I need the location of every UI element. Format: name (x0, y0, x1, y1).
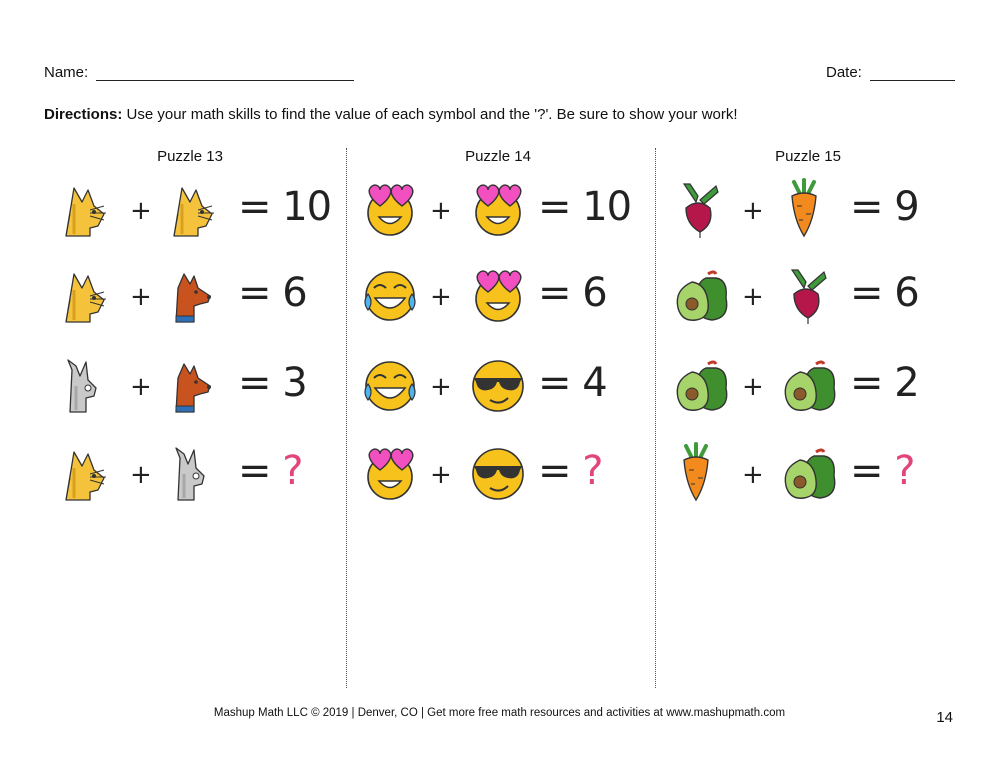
name-label: Name: (44, 64, 89, 81)
avocado-icon (780, 444, 840, 504)
plus-operator: + (742, 196, 764, 226)
plus-operator: + (130, 282, 152, 312)
date-label: Date: (826, 64, 862, 81)
laughing-tears-emoji-icon (360, 266, 420, 326)
beet-icon (672, 180, 732, 240)
divider-right (655, 148, 656, 688)
dog-icon (168, 356, 228, 416)
plus-operator: + (430, 372, 452, 402)
plus-operator: + (430, 196, 452, 226)
heart-eyes-emoji-icon (360, 444, 420, 504)
equation-unknown (850, 448, 914, 494)
cat-icon (60, 266, 120, 326)
cat-icon (60, 180, 120, 240)
equation-result: = 6 (538, 270, 607, 316)
laughing-tears-emoji-icon (360, 356, 420, 416)
equation-unknown (238, 448, 302, 494)
plus-operator: + (742, 282, 764, 312)
equation-result: = 10 (238, 184, 332, 230)
directions-label: Directions: (44, 106, 123, 123)
heart-eyes-emoji-icon (468, 180, 528, 240)
equals-sign: = (850, 448, 895, 494)
equation-result: = 9 (850, 184, 919, 230)
sunglasses-emoji-icon (468, 444, 528, 504)
cat-icon (60, 444, 120, 504)
name-field (44, 64, 354, 81)
date-field (826, 64, 955, 81)
heart-eyes-emoji-icon (468, 266, 528, 326)
plus-operator: + (430, 282, 452, 312)
plus-operator: + (742, 460, 764, 490)
equation-result: = 6 (238, 270, 307, 316)
carrot-icon (780, 180, 840, 240)
equation-result: = 2 (850, 360, 919, 406)
avocado-icon (672, 356, 732, 416)
divider-left (346, 148, 347, 688)
question-mark: ? (282, 448, 303, 494)
directions-text: Use your math skills to find the value of each symbol and the '?'. Be sure to show your work! (122, 106, 738, 123)
equation-result: = 3 (238, 360, 307, 406)
cat-icon (168, 180, 228, 240)
directions (44, 106, 738, 123)
avocado-icon (672, 266, 732, 326)
beet-icon (780, 266, 840, 326)
equation-result: = 10 (538, 184, 632, 230)
plus-operator: + (742, 372, 764, 402)
plus-operator: + (130, 372, 152, 402)
name-line (96, 80, 354, 81)
puzzle-14-title: Puzzle 14 (465, 148, 531, 165)
puzzle-13-title: Puzzle 13 (157, 148, 223, 165)
question-mark: ? (894, 448, 915, 494)
equation-unknown (538, 448, 602, 494)
question-mark: ? (582, 448, 603, 494)
footer-credit: Mashup Math LLC © 2019 | Denver, CO | Get more free math resources and activities at www.mashupmath.com (213, 707, 786, 719)
plus-operator: + (430, 460, 452, 490)
rabbit-icon (168, 444, 228, 504)
rabbit-icon (60, 356, 120, 416)
sunglasses-emoji-icon (468, 356, 528, 416)
dog-icon (168, 266, 228, 326)
page-number: 14 (936, 709, 953, 726)
equals-sign: = (238, 448, 283, 494)
plus-operator: + (130, 196, 152, 226)
equation-result: = 6 (850, 270, 919, 316)
puzzle-15-title: Puzzle 15 (775, 148, 841, 165)
plus-operator: + (130, 460, 152, 490)
heart-eyes-emoji-icon (360, 180, 420, 240)
avocado-icon (780, 356, 840, 416)
carrot-icon (672, 444, 732, 504)
equation-result: = 4 (538, 360, 607, 406)
date-line (870, 80, 955, 81)
equals-sign: = (538, 448, 583, 494)
